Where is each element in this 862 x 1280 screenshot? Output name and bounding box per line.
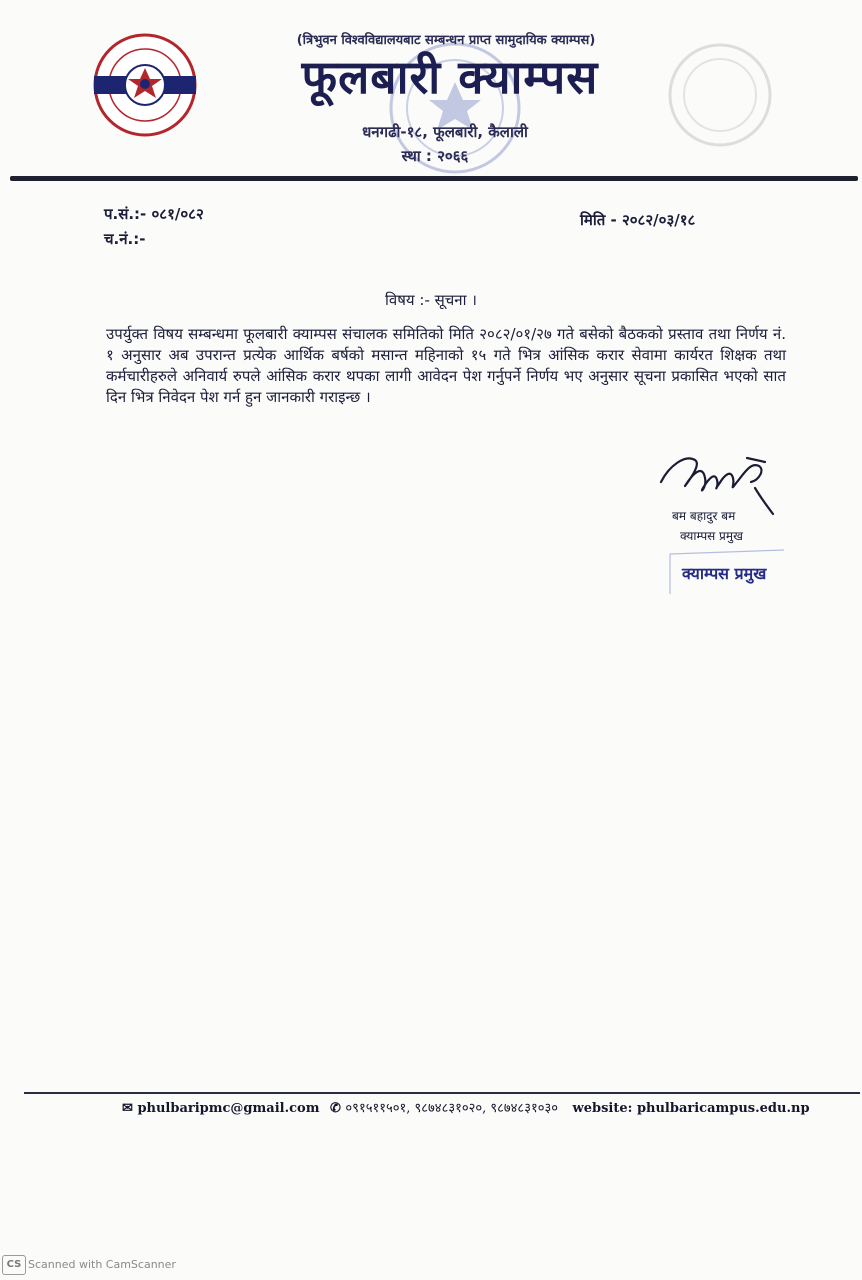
reference-number: प.सं.:- ०८१/०८२ (104, 205, 204, 223)
signatory-title: क्याम्पस प्रमुख (680, 529, 743, 543)
campus-logo (92, 32, 198, 138)
faded-stamp (665, 40, 775, 150)
footer-email[interactable]: phulbaripmc@gmail.com (137, 1101, 320, 1116)
email-icon: ✉ (122, 1101, 133, 1116)
letter-date: मिति - २०८२/०३/१८ (580, 211, 696, 229)
camscanner-watermark: Scanned with CamScanner (28, 1258, 176, 1271)
role-stamp-text: क्याम्पस प्रमुख (682, 564, 767, 583)
letter-subject: विषय :- सूचना । (385, 291, 477, 309)
letter-body: उपर्युक्त विषय सम्बन्धमा फूलबारी क्याम्पस संचालक समितिको मिति २०८२/०१/२७ गते बसेको बैठकको प्रस्ताव तथा निर्णय नं. १ अनुसार अब उपरान्त प्रत्येक आर्थिक बर्षको मसान्त महिनाको १५ गते भित्र आंसिक करार सेवामा कार्यरत शिक्षक तथा कर्मचारीहरुले अनिवार्य रुपले आंसिक करार थपका लागी आवेदन पेश गर्नुपर्ने निर्णय भए अनुसार सूचना प्रकासित भएको सात दिन भित्र निवेदन पेश गर्न हुन जानकारी गराइन्छ । (106, 325, 786, 406)
footer-phones: ०९१५११५०१, ९८७४८३१०२०, ९८७४८३१०३० (345, 1101, 558, 1116)
camscanner-icon: CS (2, 1255, 26, 1275)
header-divider (10, 176, 858, 181)
footer-website[interactable]: website: phulbaricampus.edu.np (572, 1101, 810, 1116)
phone-icon: ✆ (329, 1101, 341, 1116)
footer-divider (24, 1092, 860, 1094)
established-year: स्था : २०६६ (401, 147, 469, 165)
campus-address: धनगढी-१८, फूलबारी, कैलाली (362, 123, 528, 141)
signatory-name: बम बहादुर बम (672, 509, 736, 523)
campus-name: फूलबारी क्याम्पस (301, 50, 599, 104)
footer-contact (122, 1098, 842, 1116)
affiliation-tagline: (त्रिभुवन विश्वविद्यालयबाट सम्बन्धन प्राप्त सामुदायिक क्याम्पस) (296, 33, 596, 48)
dispatch-number: च.नं.:- (104, 230, 146, 248)
